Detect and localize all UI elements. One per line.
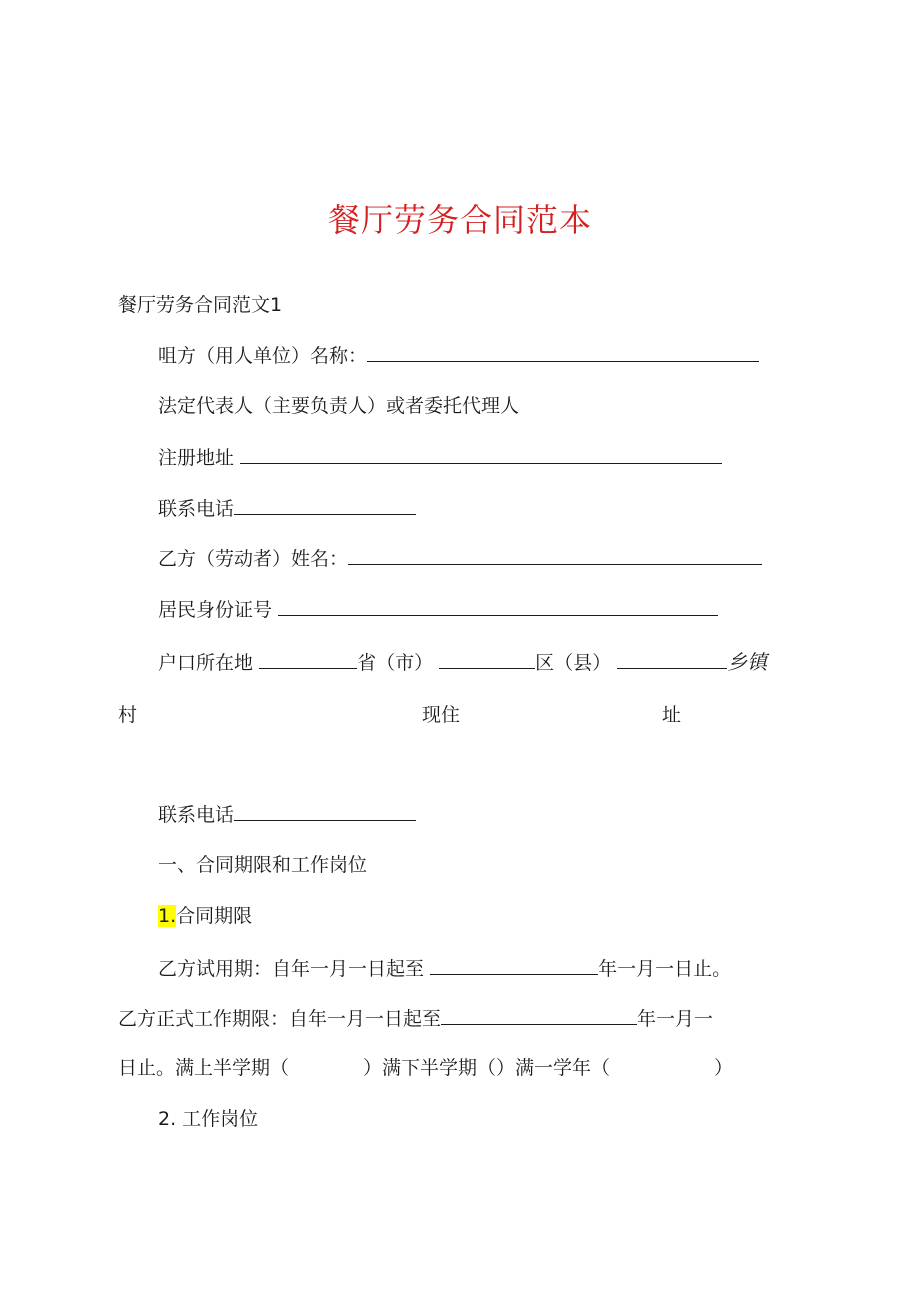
formal-term-right: 年一月一 [637, 1008, 714, 1030]
reg-address-blank [240, 445, 722, 464]
party-a-name-label: 咀方（用人单位）名称： [158, 345, 368, 367]
hukou-district-blank [439, 650, 535, 669]
term-end-c: ） [714, 1057, 734, 1079]
hukou-province-blank [259, 650, 357, 669]
term-end-b: ）满下半学期（）满一学年（ [363, 1057, 611, 1079]
formal-term-blank [441, 1006, 637, 1025]
item-1-label: 合同期限 [176, 905, 253, 927]
probation-blank [430, 956, 598, 975]
party-a-name-row [158, 343, 759, 368]
party-b-name-blank [348, 546, 762, 565]
phone-label-1: 联系电话 [158, 498, 235, 520]
id-number-row [158, 597, 718, 622]
probation-right: 年一月一日止。 [598, 958, 732, 980]
reg-address-label: 注册地址 [158, 447, 235, 469]
reg-address-row [158, 445, 722, 470]
hukou-label: 户口所在地 [158, 652, 254, 674]
term-end-a: 日止。满上半学期（ [118, 1057, 290, 1079]
phone-label-2: 联系电话 [158, 804, 235, 826]
document-title: 餐厅劳务合同范本 [327, 201, 592, 239]
hukou-town-label: 乡镇 [727, 650, 768, 674]
party-b-name-label: 乙方（劳动者）姓名： [158, 548, 349, 570]
section-1-heading: 一、合同期限和工作岗位 [158, 854, 368, 876]
probation-row [158, 956, 731, 981]
phone-blank-1 [234, 496, 416, 515]
phone-row-2 [158, 802, 416, 827]
hukou-row [158, 650, 767, 675]
id-number-blank [278, 597, 718, 616]
item-1-heading [158, 904, 252, 928]
hukou-district-label: 区（县） [535, 652, 612, 674]
legal-rep-label: 法定代表人（主要负责人）或者委托代理人 [158, 395, 520, 417]
hukou-province-label: 省（市） [357, 652, 434, 674]
phone-blank-2 [234, 802, 416, 821]
current-label: 现住 [422, 704, 461, 726]
party-a-name-blank [367, 343, 759, 362]
item-1-number: 1. [158, 905, 177, 927]
party-b-name-row [158, 546, 762, 571]
subtitle: 餐厅劳务合同范文1 [118, 294, 283, 316]
id-number-label: 居民身份证号 [158, 599, 273, 621]
address-label: 址 [662, 704, 682, 726]
item-2-heading: 2. 工作岗位 [158, 1108, 259, 1130]
formal-term-left: 乙方正式工作期限：自年一月一日起至 [118, 1008, 442, 1030]
village-label: 村 [118, 704, 138, 726]
term-end-row [118, 1056, 733, 1080]
phone-row-1 [158, 496, 416, 521]
probation-left: 乙方试用期：自年一月一日起至 [158, 958, 425, 980]
formal-term-row [118, 1006, 713, 1031]
hukou-town-blank [617, 650, 727, 669]
